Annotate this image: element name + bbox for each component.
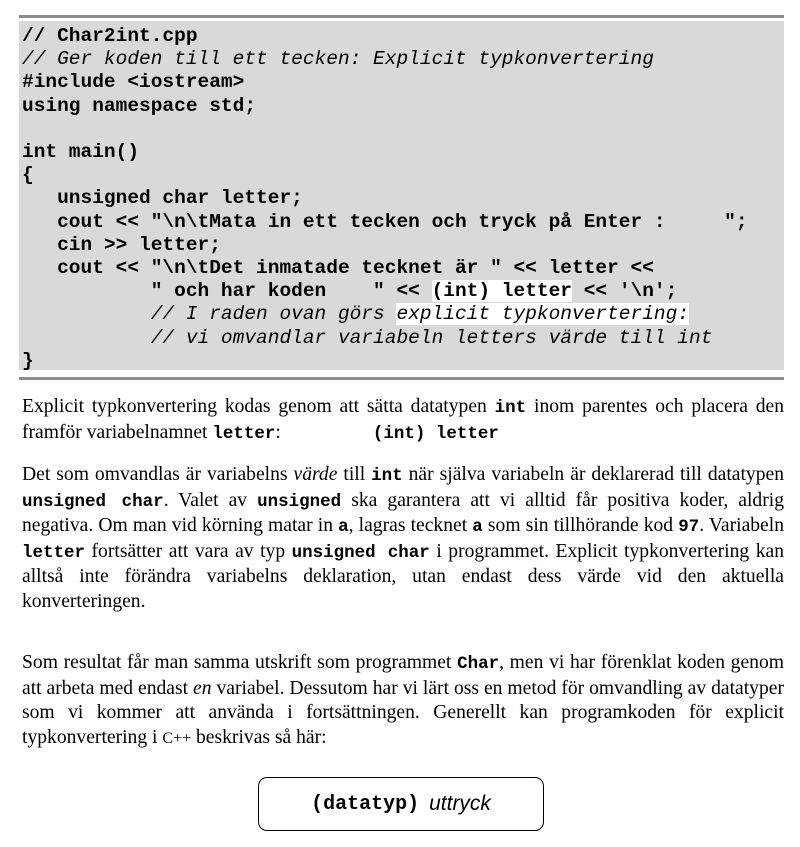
code-line-15: }	[22, 349, 34, 372]
syntax-box	[258, 777, 544, 831]
highlight-int-cast: (int) letter	[431, 280, 573, 303]
code-line-8: unsigned char letter;	[22, 187, 303, 210]
code-line-10: cin >> letter;	[22, 233, 221, 256]
paragraph-result: Som resultat får man samma utskrift som programmet Char, men vi har förenklat koden genom att arbeta med endast en variabel. Dessutom har vi lärt oss en metod för omvandling av datatyper som vi kommer att använda i fortsättningen. Generellt kan programkoden för explicit typkonvertering i C++ beskrivas så här:	[22, 652, 785, 748]
code-line-1: // Char2int.cpp	[22, 25, 198, 47]
syntax-expression: uttryck	[429, 792, 491, 815]
code-line-3: #include <iostream>	[22, 71, 245, 94]
code-line-7: {	[22, 164, 34, 187]
paragraph-explicit-cast: Explicit typkonvertering kodas genom att sätta datatypen int inom parentes och placera den framför variabelnamnet letter: (int) letter	[22, 396, 785, 444]
code-line-9: cout << "\n\tMata in ett tecken och tryck på Enter : ";	[22, 210, 748, 233]
code-line-14: // vi omvandlar variabeln letters värde till int	[22, 326, 713, 349]
code-line-6: int main()	[22, 141, 140, 164]
code-line-11: cout << "\n\tDet inmatade tecknet är " << letter <<	[22, 257, 654, 280]
code-listing	[22, 25, 748, 373]
code-line-13: // I raden ovan görs explicit typkonvertering:	[22, 303, 690, 326]
top-rule	[19, 15, 784, 18]
paragraph-value-conversion: Det som omvandlas är variabelns värde till int när själva variabeln är deklarerad till datatypen unsigned char. Valet av unsigned ska garantera att vi alltid får positiva koder, aldrig negativa. Om man vid körning matar in a, lagras tecknet a som sin tillhörande kod 97. Variabeln letter fortsätter att vara av typ unsigned char i programmet. Explicit typkonvertering kan alltså inte förändra variabelns deklaration, utan endast dess värde vid den aktuella konverteringen.	[22, 464, 784, 612]
syntax-datatype: (datatyp)	[311, 792, 420, 816]
code-line-12: " och har koden " << (int) letter << '\n';	[22, 280, 678, 303]
cast-example: (int) letter	[372, 423, 499, 444]
code-line-2: // Ger koden till ett tecken: Explicit typkonvertering	[22, 48, 654, 71]
bottom-rule	[19, 377, 784, 380]
code-line-4: using namespace std;	[22, 94, 257, 117]
highlight-explicit-comment: explicit typkonvertering:	[396, 303, 690, 326]
